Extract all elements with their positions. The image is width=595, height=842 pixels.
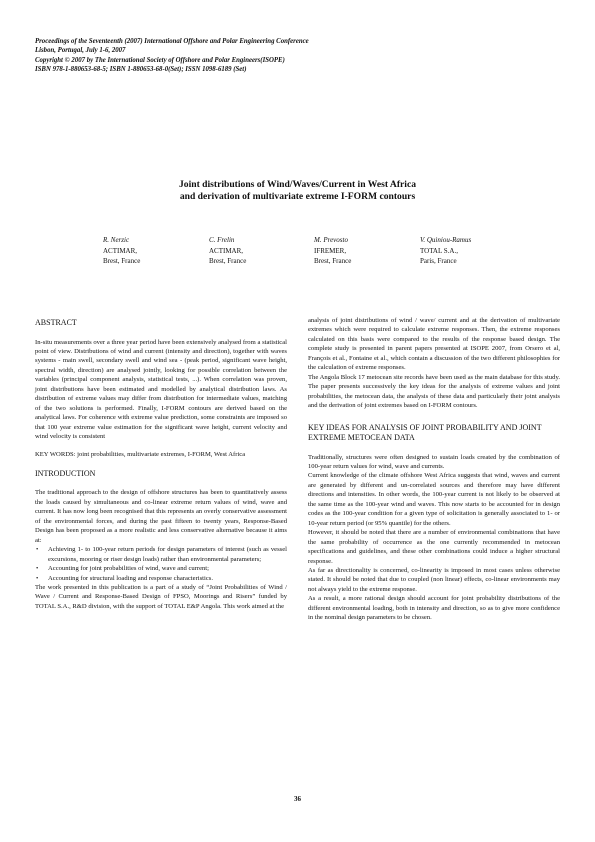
title-line-1: Joint distributions of Wind/Waves/Current in West Africa (178, 179, 417, 190)
body-paragraph: The Angola Block 17 metocean site records have been used as the main database for this study. The paper presents successively the key ideas for the analysis of extreme values and joint probabilities, the metocean data, the analysis of these data and particularly their joint analysis and the derivation of joint extremes based on I-FORM contours. (308, 373, 560, 410)
author-affiliation: TOTAL S.A., (420, 246, 458, 255)
author-block (103, 235, 140, 267)
author-affiliation: ACTIMAR, (103, 246, 138, 255)
author-block (209, 235, 246, 267)
body-paragraph: analysis of joint distributions of wind / wave/ current and at the derivation of multivariate extremes which were required to calculate extreme responses. Then, the extreme responses calculated on this basis were compared to the results of the response based design. The complete study is presented in parent papers presented at ISOPE 2007, from Orsero et al, François et al., Fontaine et al., which contain a discussion of the two different philosophies for the calculation of extreme responses. (308, 317, 560, 372)
bullet-item: • Accounting for joint probabilities of wind, wave and current; (35, 564, 287, 573)
author-affiliation: ACTIMAR, (209, 246, 244, 255)
abstract-text: In-situ measurements over a three year period have been extensively analysed from a statistical point of view. Distributions of wind and current (intensity and direction), together with waves systems - main swell, secondary swell and wind sea - (peak period, significant wave height, spectral width, direction) are analysed jointly, looking for possible correlation between the variables (principal component analysis, statistical tests, ...). When correlation was proven, joint distributions have been estimated and modelled by analytical distribution laws. As distribution of extreme values may differ from distribution for intermediate values, matching of the two solutions is performed. Finally, I-FORM contours are derived based on the analytical laws. For coherence with extreme value prediction, some constraints are imposed so that 100 year extreme value estimation for the significant wave height, current velocity and wind velocity is consistent (35, 338, 287, 441)
title-line-2: and derivation of multivariate extreme I-FORM contours (179, 191, 416, 202)
right-column (308, 316, 560, 623)
abstract-heading: ABSTRACT (35, 318, 77, 327)
body-paragraph: Traditionally, structures were often designed to sustain loads created by the combination of 100-year return values for wind, wave and currents. (308, 453, 560, 470)
header-line-location: Lisbon, Portugal, July 1-6, 2007 (35, 47, 126, 55)
page-number: 36 (294, 795, 301, 803)
author-block (314, 235, 351, 267)
introduction-paragraph: The work presented in this publication is a part of a study of “Joint Probabilities of Wind / Wave / Current and Response-Based Design of FPSO, Moorings and Risers” funded by TOTAL S.A., R&D division, with the support of TOTAL E&P Angola. This work aimed at the (35, 583, 287, 610)
conference-header (35, 37, 565, 75)
bullet-item: • Accounting for structural loading and response characteristics. (35, 574, 287, 583)
introduction-paragraph: The traditional approach to the design of offshore structures has been to quantitatively assess the loads caused by simultaneous and co-linear extreme return values of wind, wave and current. It has now long been recognised that this represents an overly conservative assessment of the environmental forces, and during the past fifteen to twenty years, Response-Based Design has been proposed as a more realistic and less conservative alternative because it aims at: (35, 489, 287, 544)
author-name: V. Quiniou-Ramus (420, 236, 472, 244)
body-paragraph: Current knowledge of the climate offshore West Africa suggests that wind, waves and current are generated by different and un-correlated sources and therefore may have different directions and intensities. In other words, the 100-year current is not likely to be observed at the same time as the 100-year wind and waves. This now starts to be accounted for in design codes as the 100-year condition for a given type of solicitation is generally associated to 1- or 10-year return period (or 95% quantile) for the others. (308, 472, 560, 527)
header-line-copyright: Copyright © 2007 by The International Society of Offshore and Polar Engineers(ISOPE) (35, 56, 285, 64)
body-paragraph: However, it should be noted that there are a number of environmental combinations that have the same probability of occurrence as the one currently recommended in metocean specifications and guidelines, and these other combinations could induce a higher structural response. (308, 529, 560, 565)
author-name: C. Frelin (209, 236, 235, 244)
author-affiliation: IFREMER, (314, 246, 347, 255)
body-paragraph: As far as directionality is concerned, co-linearity is imposed in most cases unless otherwise stated. It should be noted that due to coupled (non linear) effects, co-linear environments may not always yield to the extreme response. (308, 566, 560, 593)
bullet-list (35, 545, 287, 583)
header-line-proceedings: Proceedings of the Seventeenth (2007) International Offshore and Polar Engineering Conference (35, 38, 309, 45)
author-location: Brest, France (314, 257, 352, 265)
paper-title (40, 179, 555, 203)
key-ideas-heading: KEY IDEAS FOR ANALYSIS OF JOINT PROBABILITY AND JOINT EXTREME METOCEAN DATA (308, 422, 542, 443)
body-paragraph: As a result, a more rational design should account for joint probability distributions of the different environmental loading, both in intensity and direction, so as to give more confidence in the nominal design parameters to be chosen. (308, 595, 560, 622)
introduction-heading: INTRODUCTION (35, 468, 96, 478)
author-block (420, 235, 471, 267)
left-column (35, 318, 287, 611)
header-line-isbn: ISBN 978-1-880653-68-5; ISBN 1-880653-68-0(Set); ISSN 1098-6189 (Set) (35, 66, 247, 74)
keywords: KEY WORDS: joint probabilities, multivariate extremes, I-FORM, West Africa (35, 451, 246, 459)
author-location: Brest, France (103, 257, 141, 265)
author-location: Paris, France (420, 257, 457, 265)
author-name: R. Nerzic (103, 236, 130, 244)
author-location: Brest, France (209, 257, 247, 265)
bullet-item: • Achieving 1- to 100-year return periods for design parameters of interest (such as vessel excursions, mooring or riser design loads) rather than environmental parameters; (35, 545, 287, 564)
author-name: M. Prevosto (314, 236, 348, 244)
